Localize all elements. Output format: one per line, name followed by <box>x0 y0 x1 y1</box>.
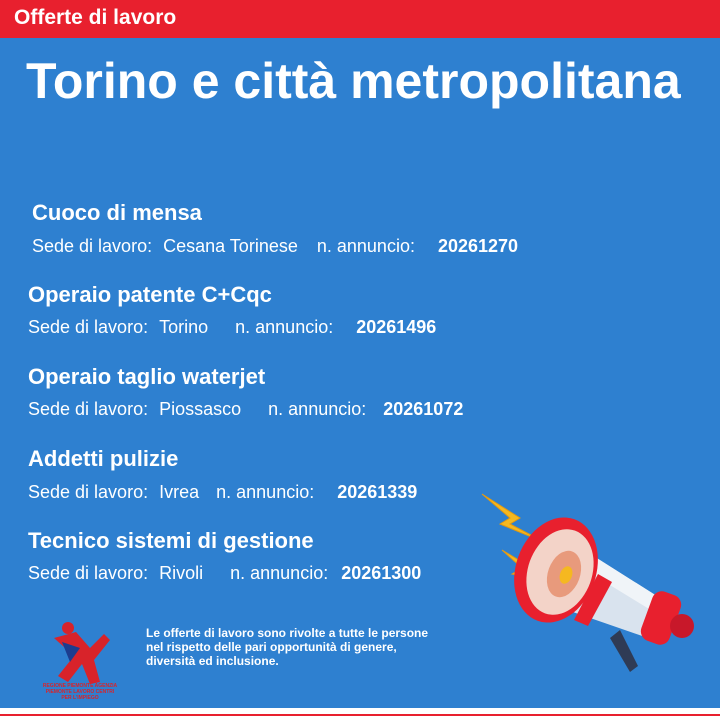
megaphone-icon <box>470 480 720 690</box>
annuncio-label: n. annuncio: <box>316 236 415 256</box>
annuncio-number: 20261270 <box>437 236 519 256</box>
job-title: Cuoco di mensa <box>32 200 202 225</box>
sede-label: Sede di lavoro: <box>28 563 149 583</box>
job-details <box>28 562 421 584</box>
sede-label: Sede di lavoro: <box>28 482 149 502</box>
job-details <box>28 398 463 420</box>
inclusion-notice: Le offerte di lavoro sono rivolte a tutte le persone nel rispetto delle pari opportunità di genere, diversità ed inclusione. <box>146 626 429 668</box>
sede-value: Ivrea <box>159 482 200 502</box>
sede-value: Piossasco <box>159 399 242 419</box>
job-title: Operaio patente C+Cqc <box>28 282 272 307</box>
header-label: Offerte di lavoro <box>14 6 177 29</box>
header-bar <box>0 0 720 38</box>
annuncio-number: 20261339 <box>337 482 418 502</box>
sede-value: Cesana Torinese <box>163 236 298 256</box>
annuncio-label: n. annuncio: <box>268 399 367 419</box>
sede-label: Sede di lavoro: <box>28 317 149 337</box>
annuncio-number: 20261072 <box>383 399 464 419</box>
annuncio-label: n. annuncio: <box>230 563 329 583</box>
job-details <box>28 316 436 338</box>
annuncio-number: 20261300 <box>341 563 422 583</box>
annuncio-label: n. annuncio: <box>216 482 315 502</box>
sede-value: Torino <box>159 317 209 337</box>
logo-text: REGIONE PIEMONTE AGENZIA PIEMONTE LAVORO CENTRI PER L'IMPIEGO <box>42 683 118 701</box>
job-title: Addetti pulizie <box>28 446 179 471</box>
page-title: Torino e città metropolitana <box>26 53 681 109</box>
job-details <box>28 481 417 503</box>
annuncio-label: n. annuncio: <box>235 317 334 337</box>
job-title: Operaio taglio waterjet <box>28 364 266 389</box>
sede-label: Sede di lavoro: <box>32 236 153 256</box>
job-title: Tecnico sistemi di gestione <box>28 528 314 553</box>
job-details <box>32 235 518 257</box>
sede-value: Rivoli <box>159 563 204 583</box>
annuncio-number: 20261496 <box>356 317 437 337</box>
bottom-divider <box>0 714 720 716</box>
sede-label: Sede di lavoro: <box>28 399 149 419</box>
